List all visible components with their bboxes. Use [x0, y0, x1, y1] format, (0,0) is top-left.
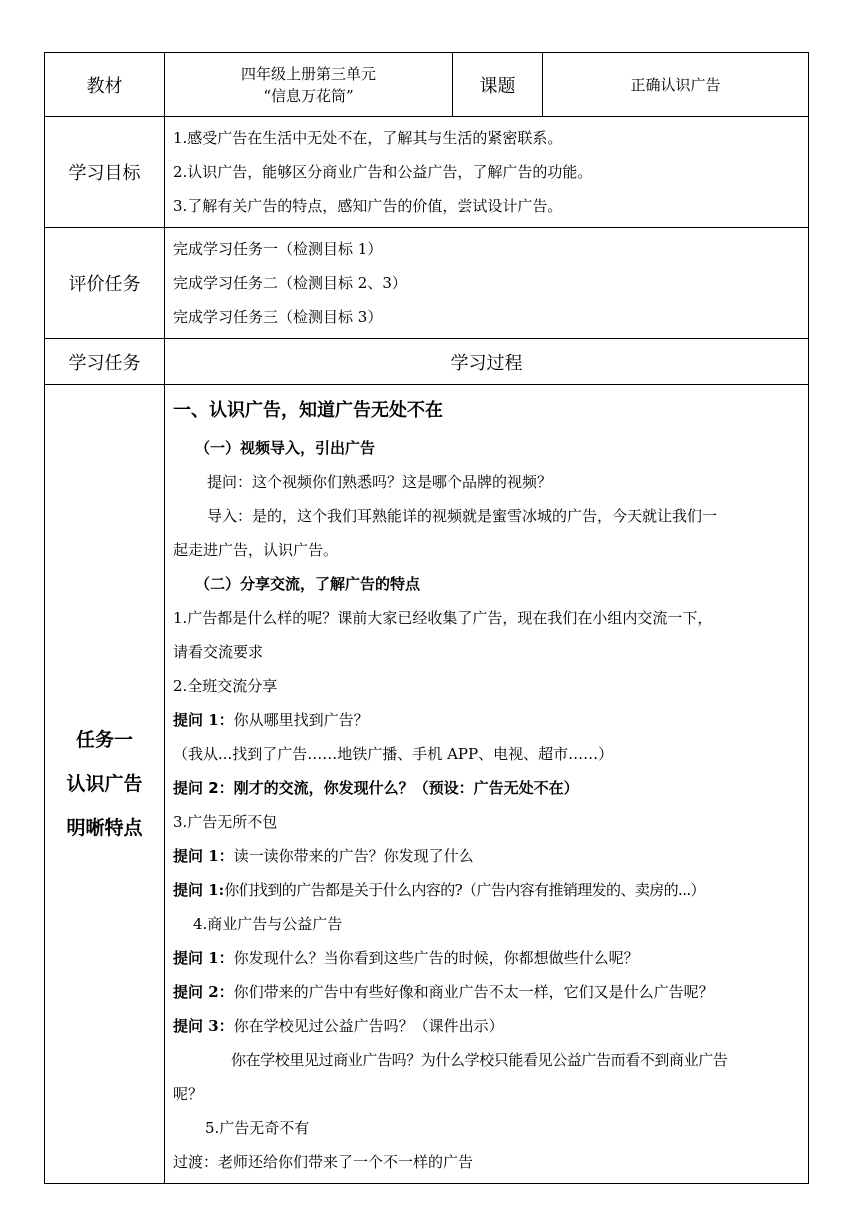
- evaluation-row: [45, 228, 809, 339]
- evaluation-item: 完成学习任务三（检测目标 3）: [173, 308, 383, 326]
- paragraph: 提问：这个视频你们熟悉吗？这是哪个品牌的视频？: [207, 473, 553, 491]
- question-text: 你发现什么？当你看到这些广告的时候，你都想做些什么呢？: [233, 949, 639, 967]
- question-line: [173, 703, 808, 737]
- header-row: [45, 53, 809, 117]
- material-value: [165, 53, 453, 117]
- evaluation-item: 完成学习任务二（检测目标 2、3）: [173, 274, 407, 292]
- goal-item: 1.感受广告在生活中无处不在，了解其与生活的紧密联系。: [173, 129, 563, 147]
- material-value-line1: 四年级上册第三单元: [240, 64, 376, 83]
- goals-row: [45, 117, 809, 228]
- task-one-cell: [45, 385, 165, 1184]
- topic-value: 正确认识广告: [543, 53, 809, 117]
- section-heading: 一、认识广告，知道广告无处不在: [173, 400, 443, 421]
- question-line: [173, 873, 808, 907]
- task-one-line1: 任务一: [75, 729, 133, 751]
- task-column-header: 学习任务: [45, 339, 165, 385]
- process-header-row: [45, 339, 809, 385]
- evaluation-item: 完成学习任务一（检测目标 1）: [173, 240, 383, 258]
- question-label: 提问 2：: [173, 983, 234, 1001]
- task-one-row: [45, 385, 809, 1184]
- question-label: 提问 1:: [173, 881, 225, 899]
- paragraph: （我从...找到了广告……地铁广播、手机 APP、电视、超市……）: [173, 745, 614, 763]
- question-line: [173, 975, 808, 1009]
- goals-label: 学习目标: [45, 117, 165, 228]
- paragraph: 1.广告都是什么样的呢？课前大家已经收集了广告，现在我们在小组内交流一下，: [173, 609, 713, 627]
- goal-item: 2.认识广告，能够区分商业广告和公益广告，了解广告的功能。: [173, 163, 593, 181]
- question-text: 读一读你带来的广告？你发现了什么: [233, 847, 474, 865]
- paragraph: 请看交流要求: [173, 643, 264, 661]
- topic-label: 课题: [453, 53, 543, 117]
- paragraph: 2.全班交流分享: [173, 677, 278, 695]
- question-text: 刚才的交流，你发现什么？（预设：广告无处不在）: [233, 779, 579, 797]
- goals-list: [165, 117, 809, 228]
- evaluation-list: [165, 228, 809, 339]
- paragraph: 你在学校里见过商业广告吗？为什么学校只能看见公益广告而看不到商业广告: [231, 1051, 728, 1069]
- subsection-heading: （一）视频导入，引出广告: [195, 439, 376, 457]
- process-column-header: 学习过程: [165, 339, 809, 385]
- lesson-plan-table: [44, 52, 809, 1184]
- question-label: 提问 2：: [173, 779, 234, 797]
- question-line: [173, 1009, 808, 1043]
- question-label: 提问 1：: [173, 847, 234, 865]
- task-one-line2: 认识广告: [66, 773, 143, 795]
- question-label: 提问 1：: [173, 949, 234, 967]
- material-label: 教材: [45, 53, 165, 117]
- question-label: 提问 3：: [173, 1017, 234, 1035]
- subsection-heading: （二）分享交流，了解广告的特点: [195, 575, 421, 593]
- goal-item: 3.了解有关广告的特点，感知广告的价值，尝试设计广告。: [173, 197, 563, 215]
- question-text: 你们带来的广告中有些好像和商业广告不太一样，它们又是什么广告呢？: [233, 983, 714, 1001]
- question-line: [173, 941, 808, 975]
- paragraph: 起走进广告，认识广告。: [173, 541, 339, 559]
- task-one-line3: 明晰特点: [66, 817, 143, 839]
- material-value-line2: “信息万花筒”: [263, 86, 354, 105]
- paragraph: 3.广告无所不包: [173, 813, 278, 831]
- paragraph: 呢？: [173, 1085, 204, 1103]
- question-line: [173, 839, 808, 873]
- process-content: [165, 385, 809, 1184]
- paragraph: 过渡：老师还给你们带来了一个不一样的广告: [173, 1153, 474, 1171]
- paragraph: 4.商业广告与公益广告: [193, 915, 343, 933]
- question-text: 你在学校见过公益广告吗？（课件出示）: [233, 1017, 504, 1035]
- question-label: 提问 1：: [173, 711, 234, 729]
- question-text: 你从哪里找到广告？: [233, 711, 369, 729]
- evaluation-label: 评价任务: [45, 228, 165, 339]
- paragraph: 5.广告无奇不有: [205, 1119, 310, 1137]
- paragraph: 导入：是的，这个我们耳熟能详的视频就是蜜雪冰城的广告，今天就让我们一: [207, 507, 718, 525]
- question-text: 你们找到的广告都是关于什么内容的?（广告内容有推销理发的、卖房的...）: [224, 881, 705, 899]
- question-line: [173, 771, 808, 805]
